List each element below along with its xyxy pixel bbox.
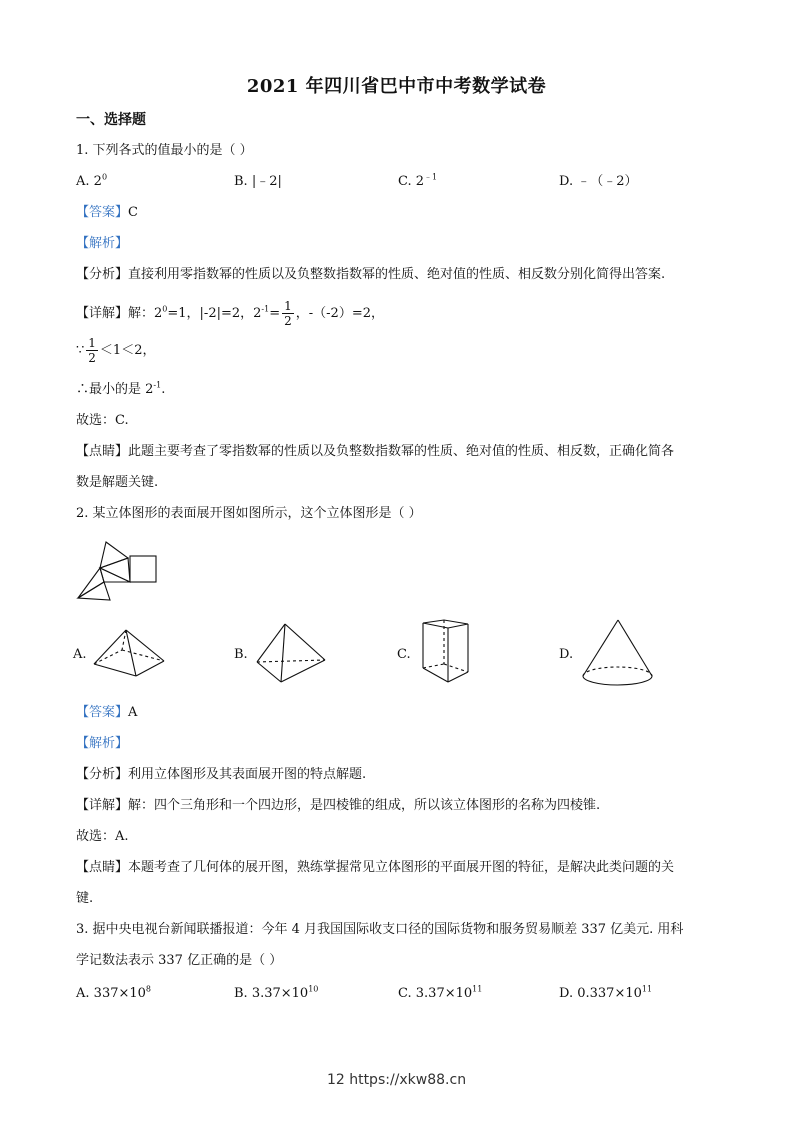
- fraction-numerator: 1: [88, 336, 96, 350]
- prism-figure: [420, 618, 472, 686]
- option-text: 0.337×10: [577, 986, 642, 1001]
- option-text: 2: [415, 174, 425, 189]
- option-sup: ﹣1: [424, 172, 438, 182]
- q1-option-a: [76, 174, 107, 190]
- fenxi-tag: 【分析】: [76, 267, 129, 282]
- q1-dianjing: [76, 444, 674, 460]
- dianjing-tag: 【点睛】: [76, 860, 129, 875]
- xiangjie-text: 解：四个三角形和一个四边形，是四棱锥的组成，所以该立体图形的名称为四棱锥.: [128, 798, 601, 813]
- option-sup: 10: [308, 984, 319, 994]
- tetrahedron-figure: [255, 622, 330, 688]
- option-letter: B.: [234, 174, 248, 189]
- q3-option-b: [234, 986, 318, 1002]
- q1-fenxi: [76, 267, 665, 283]
- xiangjie-tag: 【详解】: [76, 306, 129, 321]
- fraction-numerator: 1: [284, 299, 292, 313]
- fenxi-tag: 【分析】: [76, 767, 129, 782]
- option-sup: 11: [641, 984, 653, 994]
- q1-because-line: [76, 336, 155, 365]
- answer-value: A: [128, 705, 138, 720]
- q2-option-c: C.: [397, 647, 411, 662]
- q3-stem-cont: 学记数法表示 337 亿正确的是（ ）: [76, 953, 283, 968]
- xiangjie-sup: 0: [162, 304, 168, 314]
- q2-fenxi: [76, 767, 366, 783]
- q1-stem: 1. 下列各式的值最小的是（ ）: [76, 143, 253, 158]
- net-square: [130, 556, 156, 582]
- because-symbol: ∵: [76, 343, 85, 358]
- xiangjie-sup: -1: [261, 304, 270, 314]
- net-triangle-left: [78, 568, 104, 598]
- because-text: ＜1＜2，: [99, 343, 156, 358]
- option-letter: C.: [398, 174, 412, 189]
- q2-analysis-tag: 【解析】: [76, 736, 129, 751]
- q3-option-d: [559, 986, 652, 1002]
- option-text: ﹣（﹣2）: [577, 174, 638, 189]
- net-triangle-top: [100, 542, 128, 568]
- q2-dianjing-cont: 键.: [76, 891, 94, 906]
- cone-figure: [580, 618, 656, 688]
- q1-option-b: [234, 174, 282, 190]
- q1-therefore-line: [76, 382, 165, 398]
- q3-option-c: [398, 986, 482, 1002]
- xiangjie-part: =: [269, 306, 281, 321]
- answer-value: C: [128, 205, 138, 220]
- therefore-sup: -1: [153, 380, 162, 390]
- q2-option-b: B.: [234, 647, 248, 662]
- q1-answer: [76, 205, 138, 221]
- fenxi-text: 利用立体图形及其表面展开图的特点解题.: [128, 767, 367, 782]
- pyramid-figure: [92, 628, 167, 680]
- q3-option-a: [76, 986, 151, 1002]
- q1-option-d: [559, 174, 638, 190]
- q2-option-a: A.: [73, 647, 87, 662]
- option-letter: D.: [559, 174, 574, 189]
- q3-stem: 3. 据中央电视台新闻联播报道：今年 4 月我国国际收支口径的国际货物和服务贸易顺差 337 亿美元. 用科: [76, 922, 684, 937]
- option-sup: 8: [145, 984, 152, 994]
- q1-choose: 故选：C.: [76, 413, 129, 428]
- q1-dianjing-cont: 数是解题关键.: [76, 475, 159, 490]
- net-triangle-bottom: [100, 568, 130, 582]
- therefore-text: .: [161, 382, 166, 397]
- option-letter: A.: [76, 174, 90, 189]
- answer-tag: 【答案】: [76, 205, 129, 220]
- net-figure: [70, 538, 170, 608]
- option-text: 3.37×10: [251, 986, 309, 1001]
- xiangjie-tag: 【详解】: [76, 798, 129, 813]
- q1-analysis-tag: 【解析】: [76, 236, 129, 251]
- fraction-denominator: 2: [284, 314, 292, 328]
- dianjing-tag: 【点睛】: [76, 444, 129, 459]
- xiangjie-part: =1，|-2|=2，2: [167, 306, 262, 321]
- fraction-denominator: 2: [88, 351, 96, 365]
- xiangjie-part: ，-（-2）=2，: [295, 306, 384, 321]
- option-text: |﹣2|: [251, 174, 282, 189]
- xiangjie-part: 解：2: [128, 306, 163, 321]
- dianjing-text: 此题主要考查了零指数幂的性质以及负整数指数幂的性质、绝对值的性质、相反数，正确化简各: [128, 444, 675, 459]
- option-text: 2: [93, 174, 102, 189]
- option-letter: A.: [76, 986, 90, 1001]
- section-heading: 一、选择题: [76, 112, 146, 128]
- option-letter: B.: [234, 986, 248, 1001]
- q2-choose: 故选：A.: [76, 829, 129, 844]
- option-letter: C.: [398, 986, 412, 1001]
- answer-tag: 【答案】: [76, 705, 129, 720]
- q2-dianjing: [76, 860, 674, 876]
- option-sup: 11: [472, 984, 483, 994]
- page-title: 2021 年四川省巴中市中考数学试卷: [246, 76, 547, 97]
- q2-option-d: D.: [559, 647, 574, 662]
- dianjing-text: 本题考查了几何体的展开图，熟练掌握常见立体图形的平面展开图的特征，是解决此类问题的关: [128, 860, 675, 875]
- q1-xiangjie: [76, 299, 384, 328]
- page-footer[interactable]: 12 https://xkw88.cn: [326, 1072, 467, 1088]
- q1-option-c: [398, 174, 437, 190]
- therefore-text: ∴最小的是 2: [76, 382, 154, 397]
- fenxi-text: 直接利用零指数幂的性质以及负整数指数幂的性质、绝对值的性质、相反数分别化简得出答案.: [128, 267, 666, 282]
- q2-xiangjie: [76, 798, 600, 814]
- option-text: 337×10: [93, 986, 146, 1001]
- fraction: [282, 299, 294, 328]
- option-text: 3.37×10: [415, 986, 473, 1001]
- q2-stem: 2. 某立体图形的表面展开图如图所示，这个立体图形是（ ）: [76, 506, 422, 521]
- option-sup: 0: [101, 172, 108, 182]
- fraction: [86, 336, 98, 365]
- q2-answer: [76, 705, 137, 721]
- option-letter: D.: [559, 986, 574, 1001]
